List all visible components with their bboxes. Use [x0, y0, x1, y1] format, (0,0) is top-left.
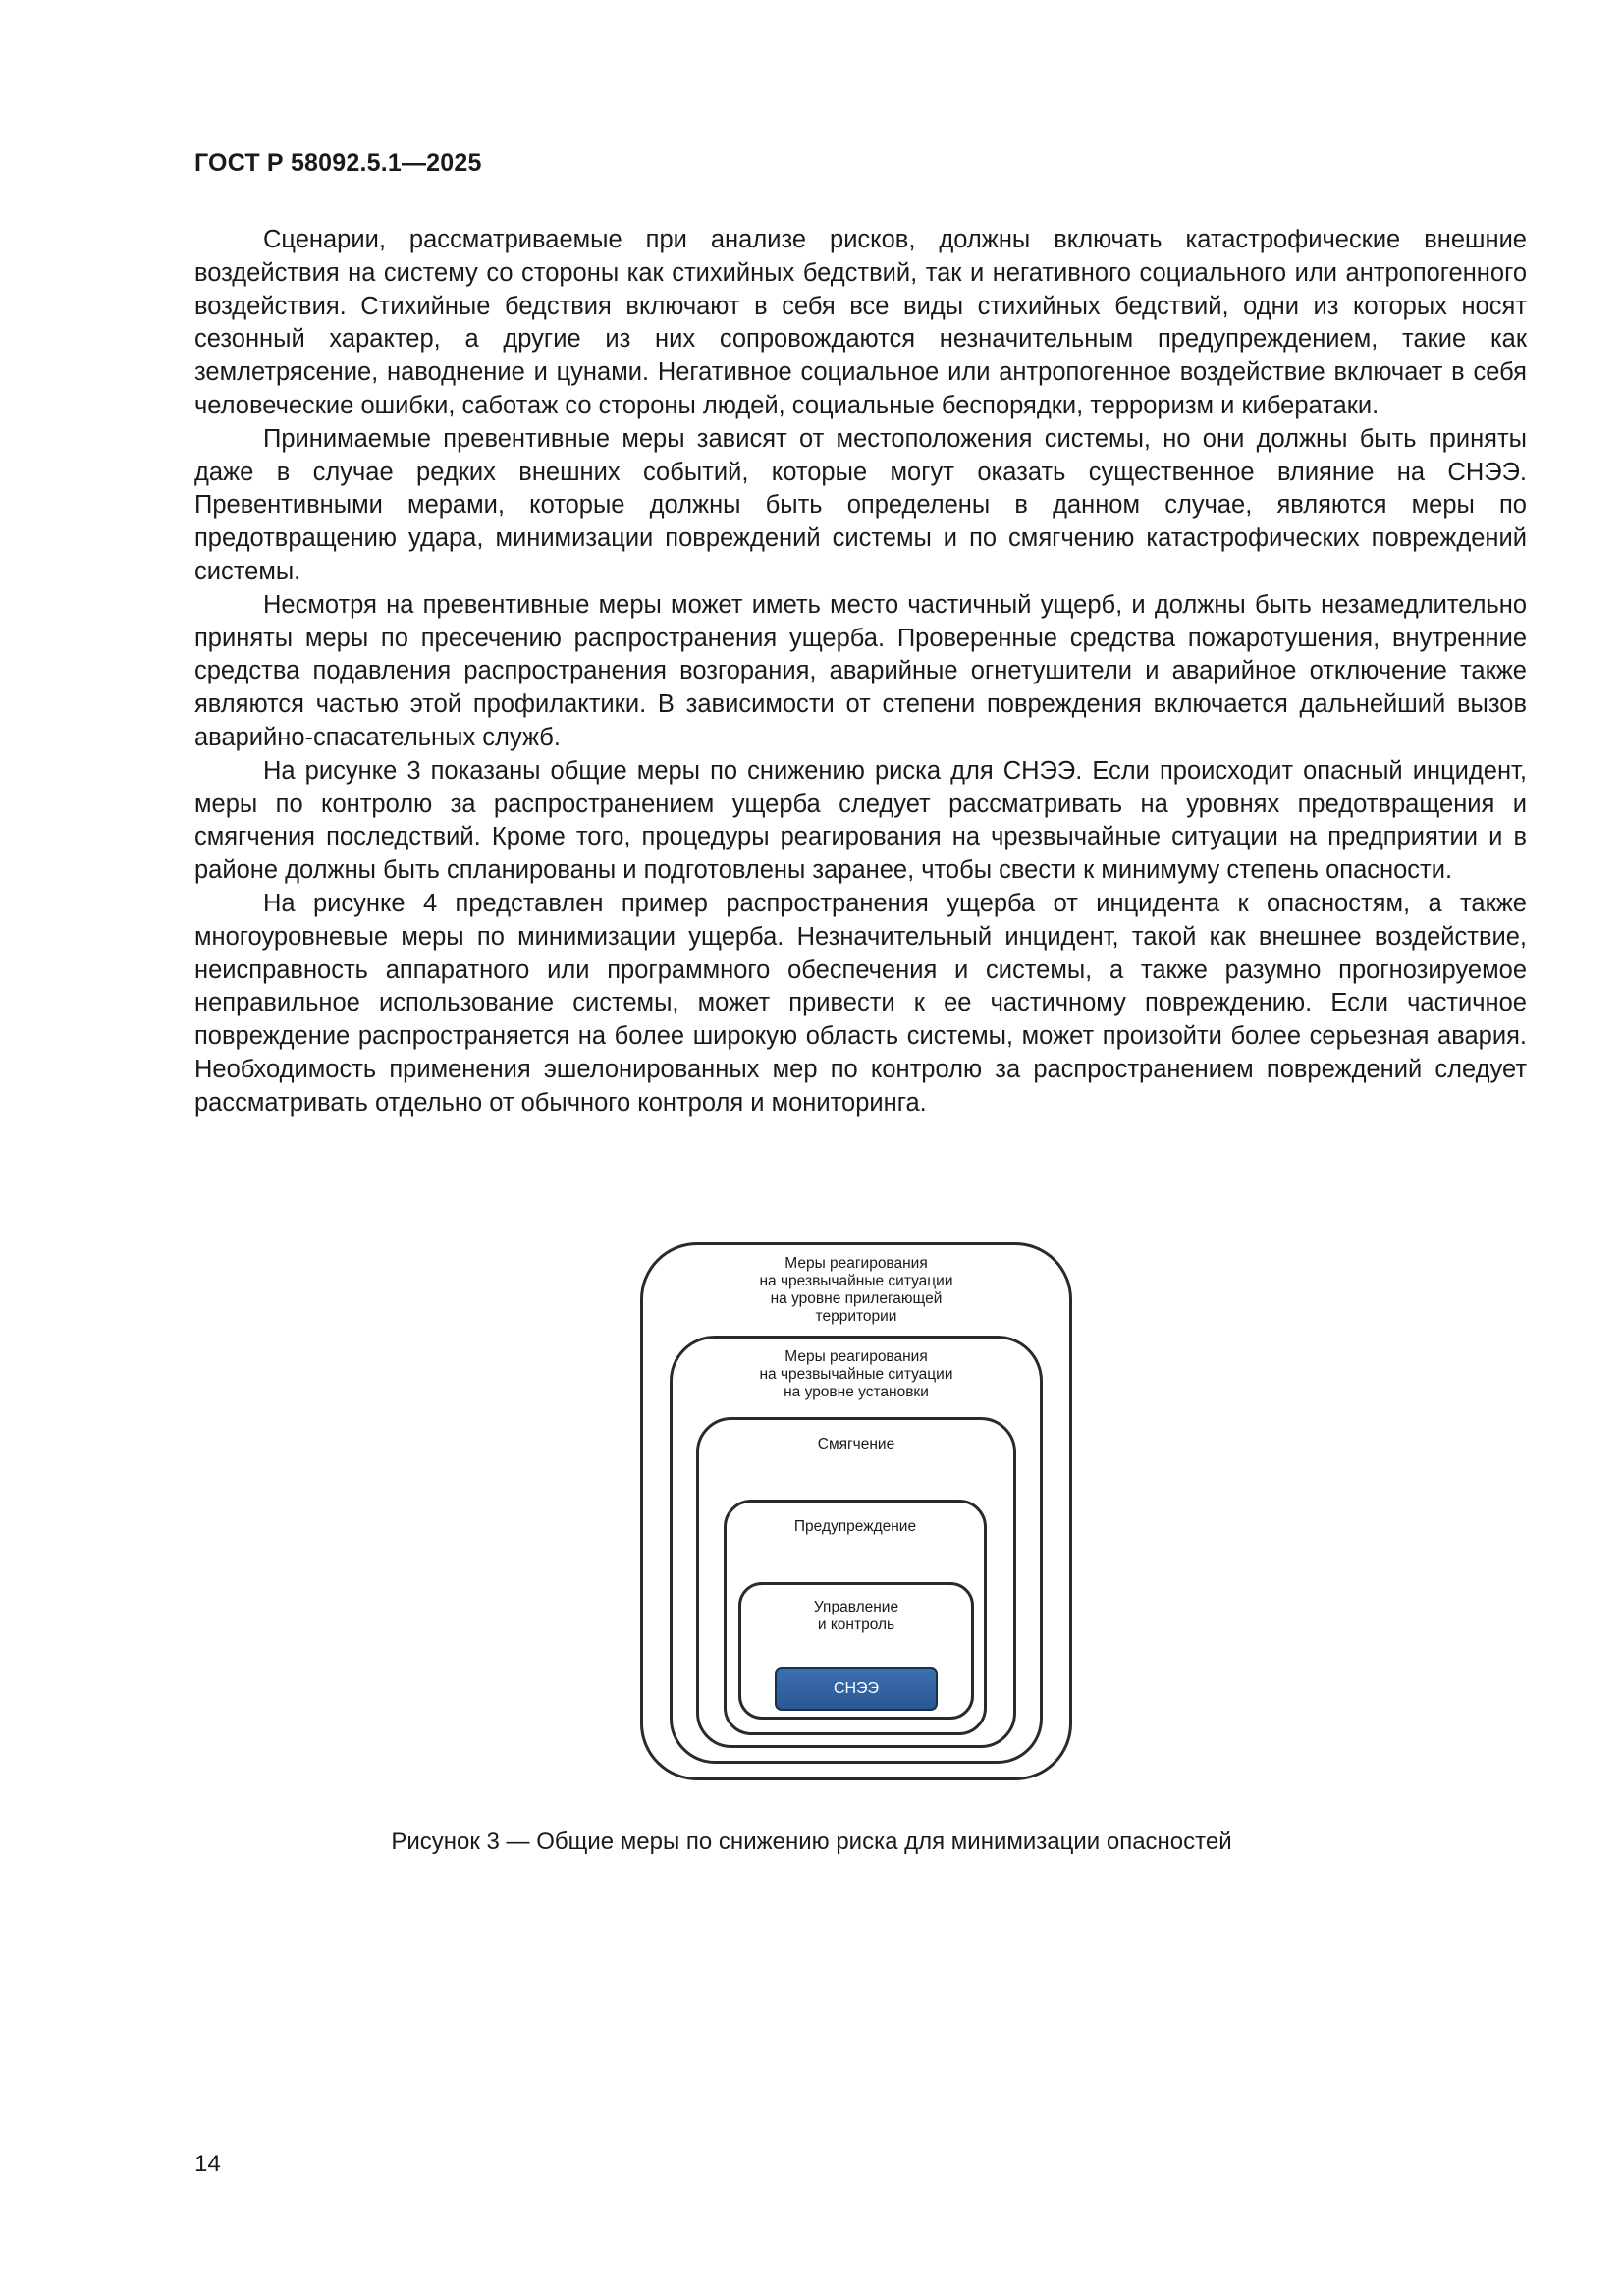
body-text	[194, 224, 1527, 1121]
paragraph: Сценарии, рассматриваемые при анализе рисков, должны включать катастрофические внешние воздействия на систему со стороны как стихийных бедствий, так и негативного социального или антропогенного воздействия. Стихийные бедствия включают в себя все виды стихийных бедствий, одни из которых носят сезонный характер, а другие из них сопровождаются незначительным предупреждением, такие как землетрясение, наводнение и цунами. Негативное социальное или антропогенное воздействие включает в себя человеческие ошибки, саботаж со стороны людей, социальные беспорядки, терроризм и кибератаки.	[194, 226, 1527, 419]
facility-emergency-response-label: Меры реагирования на чрезвычайные ситуации на уровне установки	[759, 1348, 953, 1400]
risk-measures-diagram	[640, 1242, 1072, 1780]
paragraph: Принимаемые превентивные меры зависят от местоположения системы, но они должны быть приняты даже в случае редких внешних событий, которые могут оказать существенное влияние на СНЭЭ. Превентивными мерами, которые должны быть определены в данном случае, являются меры по предотвращению удара, минимизации повреждений системы и по смягчению катастрофических повреждений системы.	[194, 424, 1527, 585]
page-number: 14	[194, 2151, 221, 2177]
figure-caption: Рисунок 3 — Общие меры по снижению риска для минимизации опасностей	[391, 1829, 1232, 1855]
territory-emergency-response-label: Меры реагирования на чрезвычайные ситуации на уровне прилегающей территории	[759, 1255, 953, 1325]
mitigation-label: Смягчение	[817, 1436, 895, 1452]
paragraph: На рисунке 4 представлен пример распространения ущерба от инцидента к опасностям, а также многоуровневые меры по минимизации ущерба. Незначительный инцидент, такой как внешнее воздействие, неисправность аппаратного или программного обеспечения и системы, а также разумно прогнозируемое неправильное использование системы, может привести к ее частичному повреждению. Если частичное повреждение распространяется на более широкую область системы, может произойти более серьезная авария. Необходимость применения эшелонированных мер по контролю за распространением повреждений следует рассматривать отдельно от обычного контроля и мониторинга.	[194, 889, 1527, 1117]
snee-core-box: СНЭЭ	[775, 1667, 938, 1711]
paragraph: На рисунке 3 показаны общие меры по снижению риска для СНЭЭ. Если происходит опасный инцидент, меры по контролю за распространением ущерба следует рассматривать на уровнях предотвращения и смягчения последствий. Кроме того, процедуры реагирования на чрезвычайные ситуации на предприятии и в районе должны быть спланированы и подготовлены заранее, чтобы свести к минимуму степень опасности.	[194, 756, 1527, 885]
paragraph: Несмотря на превентивные меры может иметь место частичный ущерб, и должны быть незамедлительно приняты меры по пресечению распространения ущерба. Проверенные средства пожаротушения, внутренние средства подавления распространения возгорания, аварийные огнетушители и аварийное отключение также являются частью этой профилактики. В зависимости от степени повреждения включается дальнейший вызов аварийно-спасательных служб.	[194, 590, 1527, 751]
prevention-label: Предупреждение	[793, 1518, 917, 1535]
management-control-label: Управление и контроль	[813, 1599, 899, 1633]
document-header: ГОСТ Р 58092.5.1—2025	[194, 149, 482, 177]
